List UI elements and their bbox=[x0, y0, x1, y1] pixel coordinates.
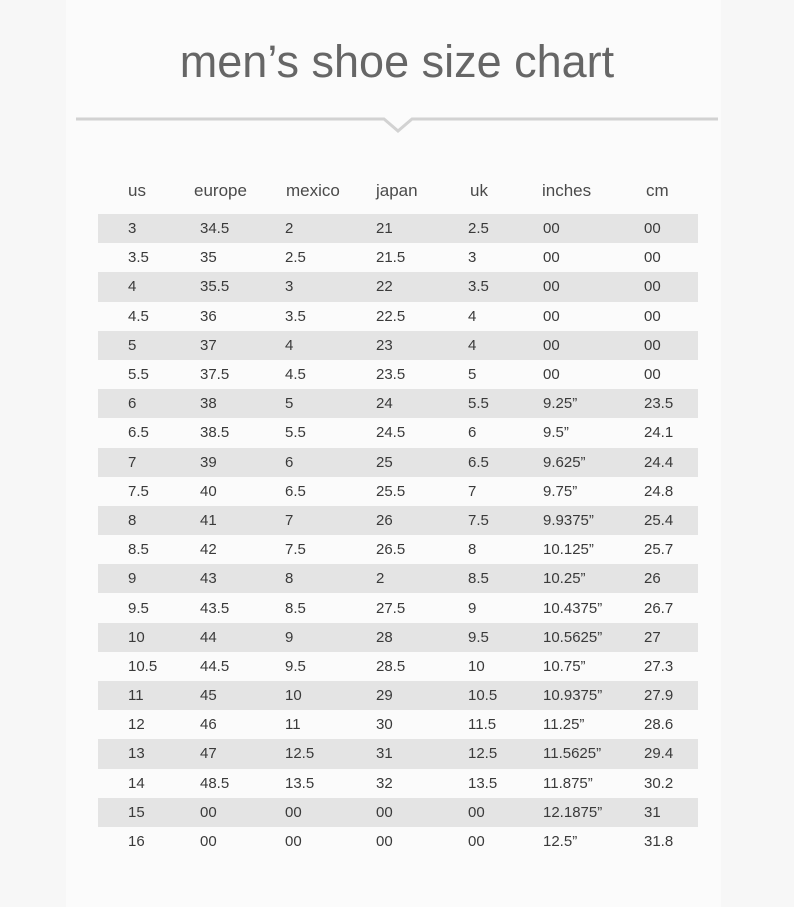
cell-inches: 00 bbox=[543, 278, 560, 296]
table-row bbox=[98, 214, 698, 243]
cell-europe: 45 bbox=[200, 687, 217, 705]
title-divider bbox=[76, 110, 718, 140]
cell-japan: 22.5 bbox=[376, 307, 406, 325]
cell-europe: 35 bbox=[200, 249, 217, 267]
cell-japan: 32 bbox=[376, 774, 393, 792]
cell-mexico: 00 bbox=[285, 803, 302, 821]
cell-inches: 10.25” bbox=[543, 570, 586, 588]
cell-europe: 34.5 bbox=[200, 220, 230, 238]
cell-uk: 00 bbox=[468, 803, 485, 821]
cell-us: 3 bbox=[128, 220, 137, 238]
cell-mexico: 8 bbox=[285, 570, 294, 588]
cell-cm: 27 bbox=[644, 628, 661, 646]
table-row bbox=[98, 710, 698, 739]
table-row bbox=[98, 739, 698, 768]
cell-mexico: 11 bbox=[285, 716, 301, 734]
cell-europe: 37.5 bbox=[200, 366, 230, 384]
cell-mexico: 10 bbox=[285, 687, 302, 705]
cell-japan: 28 bbox=[376, 628, 393, 646]
table-row bbox=[98, 389, 698, 418]
cell-inches: 10.5625” bbox=[543, 628, 603, 646]
cell-japan: 30 bbox=[376, 716, 393, 734]
cell-inches: 9.25” bbox=[543, 395, 578, 413]
cell-uk: 12.5 bbox=[468, 745, 498, 763]
cell-inches: 00 bbox=[543, 366, 560, 384]
cell-uk: 2.5 bbox=[468, 220, 489, 238]
cell-europe: 00 bbox=[200, 803, 217, 821]
column-header-us: us bbox=[128, 181, 146, 200]
cell-cm: 26 bbox=[644, 570, 661, 588]
cell-us: 11 bbox=[128, 687, 144, 705]
size-table bbox=[98, 172, 698, 856]
cell-japan: 25 bbox=[376, 453, 393, 471]
cell-cm: 31 bbox=[644, 803, 661, 821]
table-row bbox=[98, 652, 698, 681]
table-row bbox=[98, 681, 698, 710]
cell-europe: 44.5 bbox=[200, 657, 230, 675]
cell-inches: 10.4375” bbox=[543, 599, 603, 617]
cell-japan: 24 bbox=[376, 395, 393, 413]
cell-inches: 00 bbox=[543, 220, 560, 238]
cell-europe: 42 bbox=[200, 541, 217, 559]
cell-us: 16 bbox=[128, 833, 145, 851]
cell-mexico: 7 bbox=[285, 511, 294, 529]
cell-cm: 31.8 bbox=[644, 833, 674, 851]
cell-mexico: 2 bbox=[285, 220, 294, 238]
cell-europe: 36 bbox=[200, 307, 217, 325]
cell-europe: 00 bbox=[200, 833, 217, 851]
cell-japan: 26 bbox=[376, 511, 393, 529]
cell-uk: 3 bbox=[468, 249, 477, 267]
table-row bbox=[98, 360, 698, 389]
cell-cm: 25.7 bbox=[644, 541, 674, 559]
cell-japan: 21.5 bbox=[376, 249, 406, 267]
cell-us: 12 bbox=[128, 716, 145, 734]
table-row bbox=[98, 477, 698, 506]
table-row bbox=[98, 769, 698, 798]
cell-uk: 10 bbox=[468, 657, 485, 675]
cell-europe: 38 bbox=[200, 395, 217, 413]
cell-uk: 10.5 bbox=[468, 687, 498, 705]
cell-inches: 9.75” bbox=[543, 482, 578, 500]
cell-us: 13 bbox=[128, 745, 145, 763]
cell-cm: 30.2 bbox=[644, 774, 674, 792]
cell-mexico: 4 bbox=[285, 336, 294, 354]
cell-japan: 25.5 bbox=[376, 482, 406, 500]
table-header-row bbox=[98, 172, 698, 210]
cell-uk: 9.5 bbox=[468, 628, 489, 646]
cell-us: 9.5 bbox=[128, 599, 149, 617]
cell-cm: 24.1 bbox=[644, 424, 674, 442]
cell-japan: 23.5 bbox=[376, 366, 406, 384]
cell-uk: 00 bbox=[468, 833, 485, 851]
cell-europe: 43.5 bbox=[200, 599, 230, 617]
column-header-uk: uk bbox=[470, 181, 488, 200]
cell-japan: 27.5 bbox=[376, 599, 406, 617]
cell-us: 6.5 bbox=[128, 424, 149, 442]
table-row bbox=[98, 243, 698, 272]
cell-mexico: 5.5 bbox=[285, 424, 306, 442]
cell-us: 10.5 bbox=[128, 657, 158, 675]
cell-cm: 00 bbox=[644, 336, 661, 354]
cell-cm: 00 bbox=[644, 366, 661, 384]
cell-inches: 11.25” bbox=[543, 716, 585, 734]
table-body bbox=[98, 214, 698, 856]
cell-uk: 5 bbox=[468, 366, 477, 384]
cell-us: 5 bbox=[128, 336, 137, 354]
cell-cm: 26.7 bbox=[644, 599, 674, 617]
cell-japan: 21 bbox=[376, 220, 393, 238]
cell-inches: 12.1875” bbox=[543, 803, 603, 821]
cell-mexico: 9 bbox=[285, 628, 294, 646]
column-header-europe: europe bbox=[194, 181, 247, 200]
cell-japan: 2 bbox=[376, 570, 385, 588]
cell-uk: 5.5 bbox=[468, 395, 489, 413]
cell-japan: 26.5 bbox=[376, 541, 406, 559]
cell-cm: 00 bbox=[644, 278, 661, 296]
cell-mexico: 12.5 bbox=[285, 745, 315, 763]
cell-japan: 24.5 bbox=[376, 424, 406, 442]
cell-japan: 23 bbox=[376, 336, 393, 354]
cell-japan: 31 bbox=[376, 745, 393, 763]
cell-cm: 00 bbox=[644, 220, 661, 238]
cell-europe: 37 bbox=[200, 336, 217, 354]
column-header-cm: cm bbox=[646, 181, 669, 200]
cell-inches: 12.5” bbox=[543, 833, 578, 851]
cell-cm: 25.4 bbox=[644, 511, 674, 529]
cell-europe: 47 bbox=[200, 745, 217, 763]
cell-cm: 24.4 bbox=[644, 453, 674, 471]
cell-cm: 27.9 bbox=[644, 687, 674, 705]
cell-us: 4.5 bbox=[128, 307, 149, 325]
cell-uk: 8 bbox=[468, 541, 477, 559]
cell-us: 5.5 bbox=[128, 366, 149, 384]
cell-japan: 00 bbox=[376, 803, 393, 821]
table-row bbox=[98, 272, 698, 301]
cell-mexico: 8.5 bbox=[285, 599, 306, 617]
column-header-inches: inches bbox=[542, 181, 592, 200]
cell-cm: 00 bbox=[644, 249, 661, 267]
cell-europe: 35.5 bbox=[200, 278, 230, 296]
cell-uk: 7 bbox=[468, 482, 477, 500]
cell-inches: 9.9375” bbox=[543, 511, 594, 529]
column-header-japan: japan bbox=[376, 181, 418, 200]
cell-cm: 00 bbox=[644, 307, 661, 325]
table-row bbox=[98, 535, 698, 564]
cell-cm: 24.8 bbox=[644, 482, 674, 500]
table-row bbox=[98, 564, 698, 593]
cell-uk: 7.5 bbox=[468, 511, 489, 529]
table-row bbox=[98, 623, 698, 652]
cell-cm: 28.6 bbox=[644, 716, 674, 734]
cell-us: 10 bbox=[128, 628, 145, 646]
column-header-mexico: mexico bbox=[286, 181, 340, 200]
cell-us: 8.5 bbox=[128, 541, 149, 559]
cell-mexico: 9.5 bbox=[285, 657, 306, 675]
cell-uk: 4 bbox=[468, 307, 477, 325]
cell-inches: 00 bbox=[543, 307, 560, 325]
page-title: men’s shoe size chart bbox=[179, 36, 615, 87]
cell-japan: 28.5 bbox=[376, 657, 406, 675]
cell-inches: 10.9375” bbox=[543, 687, 603, 705]
cell-cm: 23.5 bbox=[644, 395, 674, 413]
cell-inches: 9.625” bbox=[543, 453, 586, 471]
cell-japan: 00 bbox=[376, 833, 393, 851]
cell-mexico: 6 bbox=[285, 453, 294, 471]
cell-mexico: 5 bbox=[285, 395, 294, 413]
cell-europe: 48.5 bbox=[200, 774, 230, 792]
cell-europe: 43 bbox=[200, 570, 217, 588]
cell-europe: 38.5 bbox=[200, 424, 230, 442]
cell-us: 9 bbox=[128, 570, 137, 588]
cell-mexico: 2.5 bbox=[285, 249, 306, 267]
cell-us: 7.5 bbox=[128, 482, 149, 500]
cell-inches: 00 bbox=[543, 336, 560, 354]
cell-uk: 13.5 bbox=[468, 774, 498, 792]
cell-europe: 39 bbox=[200, 453, 217, 471]
cell-us: 7 bbox=[128, 453, 137, 471]
table-row bbox=[98, 593, 698, 622]
cell-mexico: 13.5 bbox=[285, 774, 315, 792]
cell-uk: 4 bbox=[468, 336, 477, 354]
cell-mexico: 00 bbox=[285, 833, 302, 851]
cell-mexico: 3 bbox=[285, 278, 294, 296]
cell-us: 6 bbox=[128, 395, 137, 413]
cell-uk: 11.5 bbox=[468, 716, 497, 734]
cell-uk: 9 bbox=[468, 599, 477, 617]
table-row bbox=[98, 506, 698, 535]
cell-europe: 40 bbox=[200, 482, 217, 500]
cell-us: 4 bbox=[128, 278, 137, 296]
cell-inches: 9.5” bbox=[543, 424, 569, 442]
cell-inches: 11.5625” bbox=[543, 745, 602, 763]
cell-us: 14 bbox=[128, 774, 145, 792]
cell-us: 15 bbox=[128, 803, 145, 821]
cell-inches: 10.125” bbox=[543, 541, 594, 559]
cell-japan: 22 bbox=[376, 278, 393, 296]
cell-us: 8 bbox=[128, 511, 137, 529]
cell-mexico: 3.5 bbox=[285, 307, 306, 325]
table-row bbox=[98, 827, 698, 856]
cell-mexico: 7.5 bbox=[285, 541, 306, 559]
cell-europe: 41 bbox=[200, 511, 217, 529]
cell-mexico: 4.5 bbox=[285, 366, 306, 384]
cell-inches: 10.75” bbox=[543, 657, 586, 675]
cell-inches: 00 bbox=[543, 249, 560, 267]
cell-uk: 3.5 bbox=[468, 278, 489, 296]
cell-uk: 6 bbox=[468, 424, 477, 442]
table-row bbox=[98, 418, 698, 447]
cell-cm: 27.3 bbox=[644, 657, 674, 675]
cell-japan: 29 bbox=[376, 687, 393, 705]
table-row bbox=[98, 302, 698, 331]
table-row bbox=[98, 448, 698, 477]
cell-inches: 11.875” bbox=[543, 774, 593, 792]
cell-uk: 6.5 bbox=[468, 453, 489, 471]
cell-europe: 44 bbox=[200, 628, 217, 646]
cell-cm: 29.4 bbox=[644, 745, 674, 763]
cell-uk: 8.5 bbox=[468, 570, 489, 588]
cell-us: 3.5 bbox=[128, 249, 149, 267]
cell-europe: 46 bbox=[200, 716, 217, 734]
table-row bbox=[98, 331, 698, 360]
cell-mexico: 6.5 bbox=[285, 482, 306, 500]
table-row bbox=[98, 798, 698, 827]
